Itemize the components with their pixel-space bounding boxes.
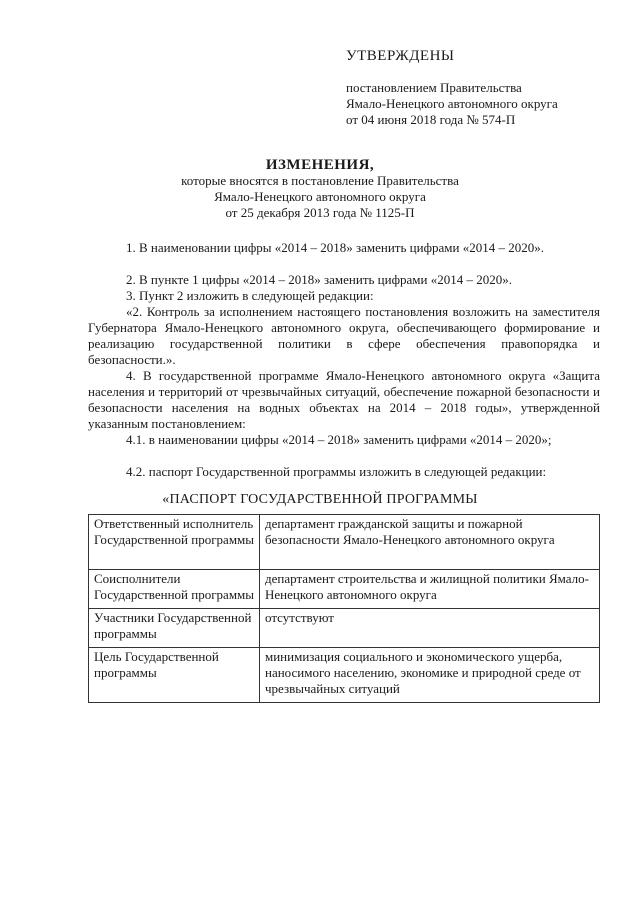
- paragraph-4: 4. В государственной программе Ямало-Ненецкого автономного округа «Защита населения и территорий от чрезвычайных ситуаций, обеспечение пожарной безопасности и безопасности населения на водных объектах на 2014 – 2018 годы», утвержденной указанным постановлением:: [88, 368, 600, 431]
- row-value: минимизация социального и экономического ущерба, наносимого населению, экономике и природной среде от чрезвычайных ситуаций: [260, 648, 600, 703]
- paragraph-4-1: 4.1. в наименовании цифры «2014 – 2018» заменить цифрами «2014 – 2020»;: [126, 432, 552, 447]
- approval-title: УТВЕРЖДЕНЫ: [346, 48, 455, 64]
- row-label: Соисполнители Государственной программы: [89, 570, 260, 609]
- row-label: Участники Государственной программы: [89, 609, 260, 648]
- changes-subheading-1: которые вносятся в постановление Правительства: [181, 173, 459, 188]
- paragraph-4-2: 4.2. паспорт Государственной программы изложить в следующей редакции:: [126, 464, 547, 479]
- table-row: [89, 609, 600, 648]
- changes-heading: ИЗМЕНЕНИЯ,: [265, 157, 375, 173]
- row-value: департамент строительства и жилищной политики Ямало-Ненецкого автономного округа: [260, 570, 600, 609]
- row-value: департамент гражданской защиты и пожарной безопасности Ямало-Ненецкого автономного округа: [260, 515, 600, 570]
- table-row: [89, 570, 600, 609]
- paragraph-3: 3. Пункт 2 изложить в следующей редакции:: [126, 288, 374, 303]
- table-row: [89, 648, 600, 703]
- passport-table: [88, 514, 600, 703]
- row-label: Цель Государственной программы: [89, 648, 260, 703]
- paragraph-2: 2. В пункте 1 цифры «2014 – 2018» заменить цифрами «2014 – 2020».: [126, 272, 512, 287]
- changes-subheading-2: Ямало-Ненецкого автономного округа: [214, 189, 426, 204]
- table-row: [89, 515, 600, 570]
- changes-subheading-3: от 25 декабря 2013 года № 1125-П: [225, 205, 415, 220]
- approval-line-3: от 04 июня 2018 года № 574-П: [346, 112, 516, 127]
- paragraph-3-quote: «2. Контроль за исполнением настоящего постановления возложить на заместителя Губернатора Ямало-Ненецкого автономного округа, обеспечивающего формирование и реализацию государственной политики в сфере обеспечения правопорядка и безопасности.».: [88, 304, 600, 367]
- passport-title: «ПАСПОРТ ГОСУДАРСТВЕННОЙ ПРОГРАММЫ: [162, 492, 478, 507]
- row-label: Ответственный исполнитель Государственной программы: [89, 515, 260, 570]
- row-value: отсутствуют: [260, 609, 600, 648]
- approval-line-1: постановлением Правительства: [346, 80, 522, 95]
- approval-line-2: Ямало-Ненецкого автономного округа: [346, 96, 558, 111]
- paragraph-1: 1. В наименовании цифры «2014 – 2018» заменить цифрами «2014 – 2020».: [126, 240, 544, 255]
